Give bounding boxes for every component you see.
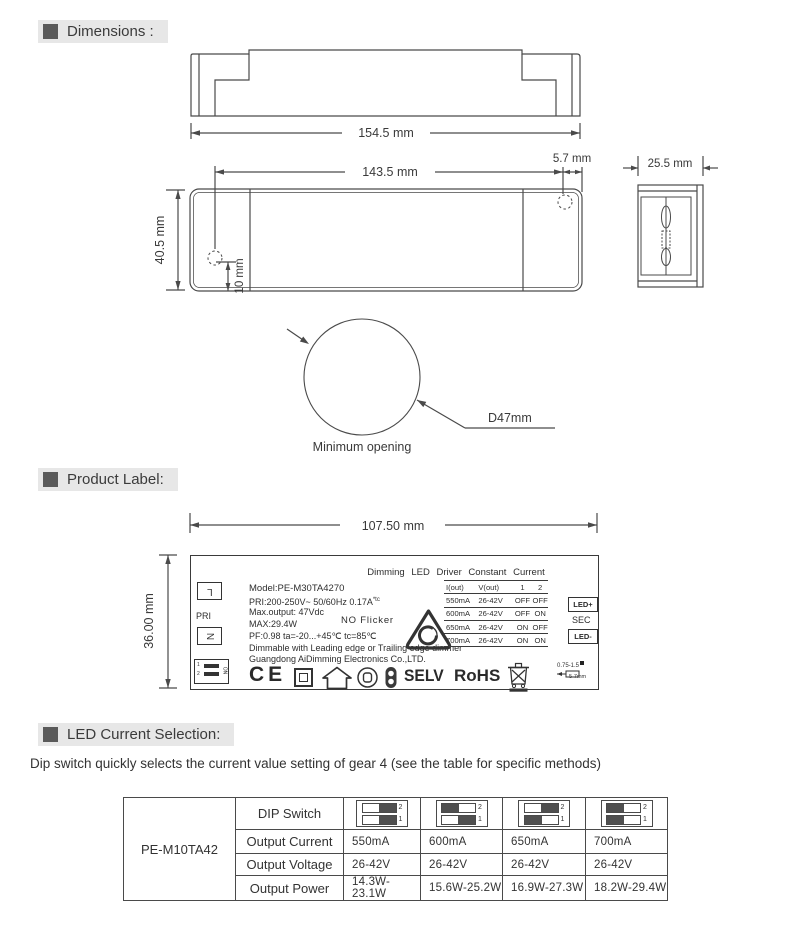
section-header-led-selection: [38, 723, 234, 746]
ce-mark: CE: [249, 663, 287, 686]
strip-length-text: 5-7mm: [569, 674, 587, 680]
power-value: 14.3W-23.1W: [344, 876, 421, 901]
driver-cert-icon: [383, 665, 399, 690]
current-value: 550mA: [344, 830, 421, 854]
io-row: [444, 634, 548, 647]
led-selection-description: Dip switch quickly selects the current value setting of gear 4 (see the table for specific methods): [30, 756, 602, 771]
dim-top-width: 154.5 mm: [358, 126, 414, 140]
side-view-drawing: [615, 150, 730, 295]
power-value: 18.2W-29.4W: [586, 876, 668, 901]
current-value: 650mA: [503, 830, 586, 854]
io-h-1: 1: [520, 582, 525, 592]
pri-label: PRI: [196, 611, 212, 621]
dip-switch-graphic: [356, 800, 408, 827]
dip-switch-icon: [194, 659, 229, 684]
label-max-output: Max.output: 47Vdc: [249, 607, 325, 617]
section-header-dimensions: [38, 20, 168, 43]
io-cell: OFF: [532, 595, 548, 605]
dip-num: 2: [478, 804, 482, 811]
dip-track-1: [441, 815, 476, 825]
io-row: [444, 594, 548, 607]
dip-cell: [586, 798, 668, 830]
row-label-dip-switch: DIP Switch: [236, 798, 344, 830]
terminal-l-icon: [197, 582, 222, 600]
no-flicker-text: NO Flicker: [341, 615, 394, 626]
rohs-mark: RoHS: [454, 666, 501, 685]
dip-track-2: [524, 803, 559, 813]
product-label: [190, 555, 599, 690]
led-plus-terminal: LED+: [568, 597, 598, 612]
io-cell: OFF: [514, 609, 531, 619]
io-cell: ON: [534, 609, 546, 619]
io-cell: 650mA: [446, 622, 471, 632]
section-title: Dimensions :: [67, 23, 154, 40]
row-label-output-current: Output Current: [236, 830, 344, 854]
opening-caption: Minimum opening: [312, 440, 412, 454]
top-profile-view-drawing: [170, 38, 600, 150]
dip-knob: [607, 816, 624, 824]
io-cell: 550mA: [446, 595, 471, 605]
label-max-power: MAX:29.4W: [249, 619, 298, 629]
dip-knob: [379, 804, 396, 812]
dip-knob: [442, 804, 459, 812]
io-cell: ON: [516, 635, 529, 645]
indoor-use-house-icon: [322, 666, 352, 690]
label-pf-line: PF:0.98 ta=-20...+45℃ tc=85℃: [249, 631, 377, 641]
label-title: Dimming LED Driver Constant Current: [367, 567, 545, 578]
dip-num: 1: [398, 816, 403, 823]
dip-bar: [204, 672, 219, 676]
dip-num: 1: [560, 816, 565, 823]
dip-num: 2: [643, 804, 647, 811]
led-minus-terminal: LED-: [568, 629, 598, 644]
front-view-drawing: [140, 150, 620, 300]
dip-num: 1: [643, 816, 647, 823]
dip-track-2: [441, 803, 476, 813]
dip-num-2: 2: [197, 671, 200, 677]
current-value: 600mA: [421, 830, 503, 854]
dip-cell: [421, 798, 503, 830]
class-ii-icon: [294, 668, 313, 687]
dip-switch-graphic: [518, 800, 570, 827]
section-square-icon: [43, 24, 58, 39]
io-cell: ON: [516, 622, 529, 632]
sec-label: SEC: [572, 615, 591, 625]
dim-hole-inset: 5.7 mm: [552, 153, 592, 165]
terminal-n-icon: [197, 627, 222, 645]
section-title: LED Current Selection:: [67, 726, 221, 743]
io-h-vout: V(out): [478, 582, 500, 592]
dip-num-1: 1: [197, 662, 200, 668]
voltage-value: 26-42V: [586, 854, 668, 876]
dip-num: 2: [398, 804, 403, 811]
io-cell: 26-42V: [478, 609, 503, 619]
dim-hole-offset: 10 mm: [234, 258, 246, 294]
io-header-row: [444, 580, 548, 594]
io-h-2: 2: [538, 582, 543, 592]
dip-switch-graphic: [601, 800, 653, 827]
label-current-table: [444, 580, 548, 647]
dip-num: 2: [560, 804, 565, 811]
label-dimmable-line: Dimmable with Leading edge or Trailing edge dimmer: [249, 643, 463, 653]
terminal-l-glyph: L: [206, 585, 213, 597]
io-cell: 26-42V: [478, 595, 503, 605]
row-label-output-power: Output Power: [236, 876, 344, 901]
label-company: Guangdong AiDimming Electronics Co.,LTD.: [249, 654, 426, 664]
pri-text: PRI:200-250V~ 50/60Hz 0.17A: [249, 597, 373, 607]
dip-track-1: [524, 815, 559, 825]
io-row: [444, 621, 548, 634]
label-model: Model:PE-M30TA4270: [249, 583, 345, 594]
dim-body-height: 40.5 mm: [153, 215, 167, 265]
selv-mark: SELV: [404, 666, 444, 685]
io-cell: OFF: [514, 595, 531, 605]
dip-track-2: [606, 803, 641, 813]
dip-knob: [379, 816, 396, 824]
dip-bar: [204, 664, 219, 668]
io-cell: 26-42V: [478, 622, 503, 632]
section-title: Product Label:: [67, 471, 164, 488]
pri-note: *tc: [372, 597, 380, 603]
io-cell: 26-42V: [478, 635, 503, 645]
dim-body-width: 143.5 mm: [362, 165, 418, 179]
dim-side-depth: 25.5 mm: [647, 158, 693, 170]
opening-diameter: D47mm: [488, 411, 532, 425]
terminal-n-glyph: N: [203, 632, 215, 640]
dip-knob: [458, 816, 475, 824]
table-row-dip: [124, 798, 668, 830]
io-h-iout: I(out): [446, 582, 464, 592]
voltage-value: 26-42V: [421, 854, 503, 876]
dip-num: 1: [478, 816, 482, 823]
dip-cell: [344, 798, 421, 830]
current-selection-table: [123, 797, 668, 901]
dim-label-height: 36.00 mm: [142, 593, 156, 649]
dip-cell: [503, 798, 586, 830]
row-label-output-voltage: Output Voltage: [236, 854, 344, 876]
dim-label-width: 107.50 mm: [361, 519, 425, 533]
section-header-product-label: [38, 468, 178, 491]
power-value: 15.6W-25.2W: [421, 876, 503, 901]
io-cell: 700mA: [446, 635, 471, 645]
weee-bin-icon: [505, 660, 532, 692]
wire-gauge-icon: [557, 661, 593, 679]
minimum-opening-drawing: [278, 298, 598, 463]
io-cell: ON: [534, 635, 546, 645]
section-square-icon: [43, 727, 58, 742]
dip-switch-graphic: [436, 800, 488, 827]
dip-track-2: [362, 803, 397, 813]
wire-square-icon: [580, 661, 584, 665]
section-square-icon: [43, 472, 58, 487]
dip-knob: [525, 816, 542, 824]
dip-track-1: [606, 815, 641, 825]
io-cell: 600mA: [446, 609, 471, 619]
class-ii-inner-square: [299, 673, 308, 682]
power-value: 16.9W-27.3W: [503, 876, 586, 901]
dip-knob: [541, 804, 558, 812]
voltage-value: 26-42V: [344, 854, 421, 876]
voltage-value: 26-42V: [503, 854, 586, 876]
dip-on-label: ON: [220, 666, 227, 675]
current-value: 700mA: [586, 830, 668, 854]
wire-range-text: 0.75-1.5: [557, 663, 580, 669]
io-row: [444, 608, 548, 621]
io-cell: OFF: [532, 622, 548, 632]
circle-cert-icon: [356, 666, 379, 689]
model-cell: PE-M10TA42: [124, 798, 236, 901]
dip-knob: [607, 804, 624, 812]
dip-track-1: [362, 815, 397, 825]
